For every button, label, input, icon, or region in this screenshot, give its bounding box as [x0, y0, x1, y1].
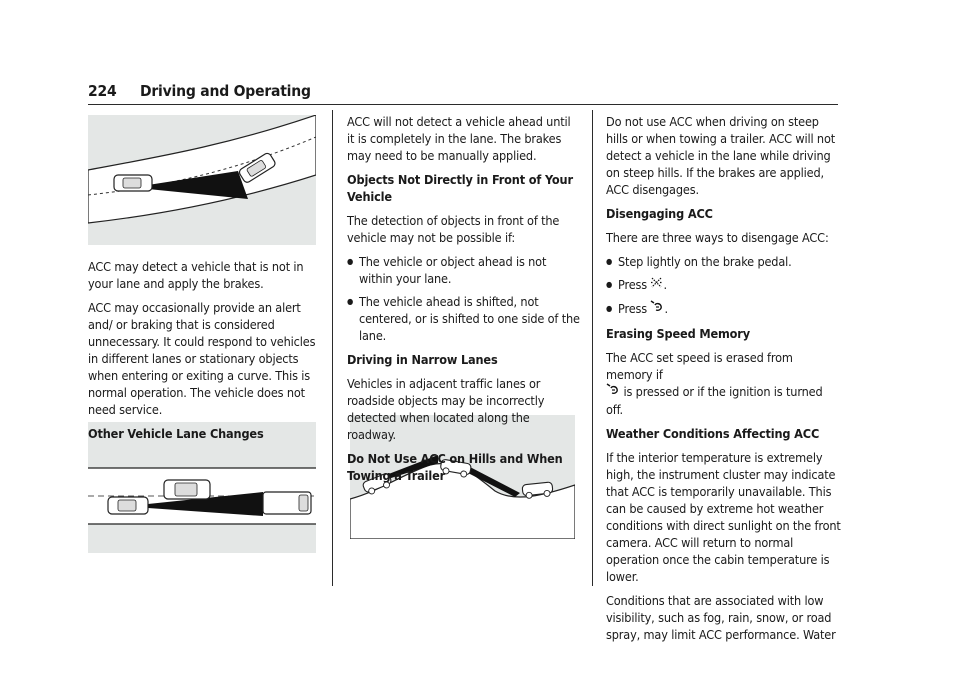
bullet-list	[606, 253, 842, 318]
curve-detection-illustration	[88, 115, 316, 245]
subheading: Do Not Use ACC on Hills and When Towing a Trailer	[347, 451, 563, 483]
list-item: ● The vehicle ahead is shifted, not centered, or is shifted to one side of the lane.	[347, 293, 581, 344]
list-item: ● Step lightly on the brake pedal.	[606, 253, 842, 270]
section-title: Driving and Operating	[140, 82, 311, 100]
header-rule	[88, 104, 838, 105]
acc-cancel-icon	[650, 276, 663, 294]
paragraph: Do not use ACC when driving on steep hills or when towing a trailer. ACC will not detect a vehicle in the lane while driving on steep hills. If the brakes are applied, ACC disengages.	[606, 114, 836, 197]
paragraph: Conditions that are associated with low visibility, such as fog, rain, snow, or road spray, may limit ACC performance. Water	[606, 593, 836, 642]
list-item: ● The vehicle or object ahead is not within your lane.	[347, 253, 581, 287]
paragraph: The ACC set speed is erased from memory if is pressed or if the ignition is turned off.	[606, 350, 823, 417]
column-1	[88, 258, 322, 449]
column-2	[347, 113, 581, 491]
list-item: ● Press .	[606, 300, 842, 318]
subheading: Objects Not Directly in Front of Your Vehicle	[347, 172, 573, 204]
subheading: Driving in Narrow Lanes	[347, 352, 498, 367]
page-number: 224	[88, 82, 117, 100]
subheading: Erasing Speed Memory	[606, 326, 750, 341]
list-item: ● Press .	[606, 276, 842, 294]
paragraph: The detection of objects in front of the vehicle may not be possible if:	[347, 213, 560, 245]
paragraph: Vehicles in adjacent traffic lanes or roadside objects may be incorrectly detected when located along the roadway.	[347, 376, 545, 442]
subheading: Weather Conditions Affecting ACC	[606, 426, 820, 441]
page-header	[88, 82, 838, 104]
column-divider-2	[592, 110, 593, 586]
curve-road-svg	[88, 115, 316, 245]
subheading: Other Vehicle Lane Changes	[88, 426, 264, 441]
acc-on-off-icon	[650, 300, 664, 318]
column-3	[606, 113, 842, 650]
paragraph: If the interior temperature is extremely high, the instrument cluster may indicate that ACC is temporarily unavailable. This can be caused by extreme hot weather conditions with direct sunlight on the front camera. ACC will return to normal operation once the cabin temperature is lower.	[606, 450, 841, 584]
paragraph: There are three ways to disengage ACC:	[606, 230, 829, 245]
paragraph: ACC may occasionally provide an alert and/ or braking that is considered unnecessary. It could respond to vehicles in different lanes or stationary objects when entering or exiting a curve. This is normal operation. The vehicle does not need service.	[88, 300, 316, 417]
acc-on-off-icon	[606, 383, 620, 401]
subheading: Disengaging ACC	[606, 206, 713, 221]
column-divider-1	[332, 110, 333, 586]
paragraph: ACC will not detect a vehicle ahead until it is completely in the lane. The brakes may need to be manually applied.	[347, 114, 571, 163]
bullet-list	[347, 253, 581, 344]
paragraph: ACC may detect a vehicle that is not in your lane and apply the brakes.	[88, 259, 304, 291]
